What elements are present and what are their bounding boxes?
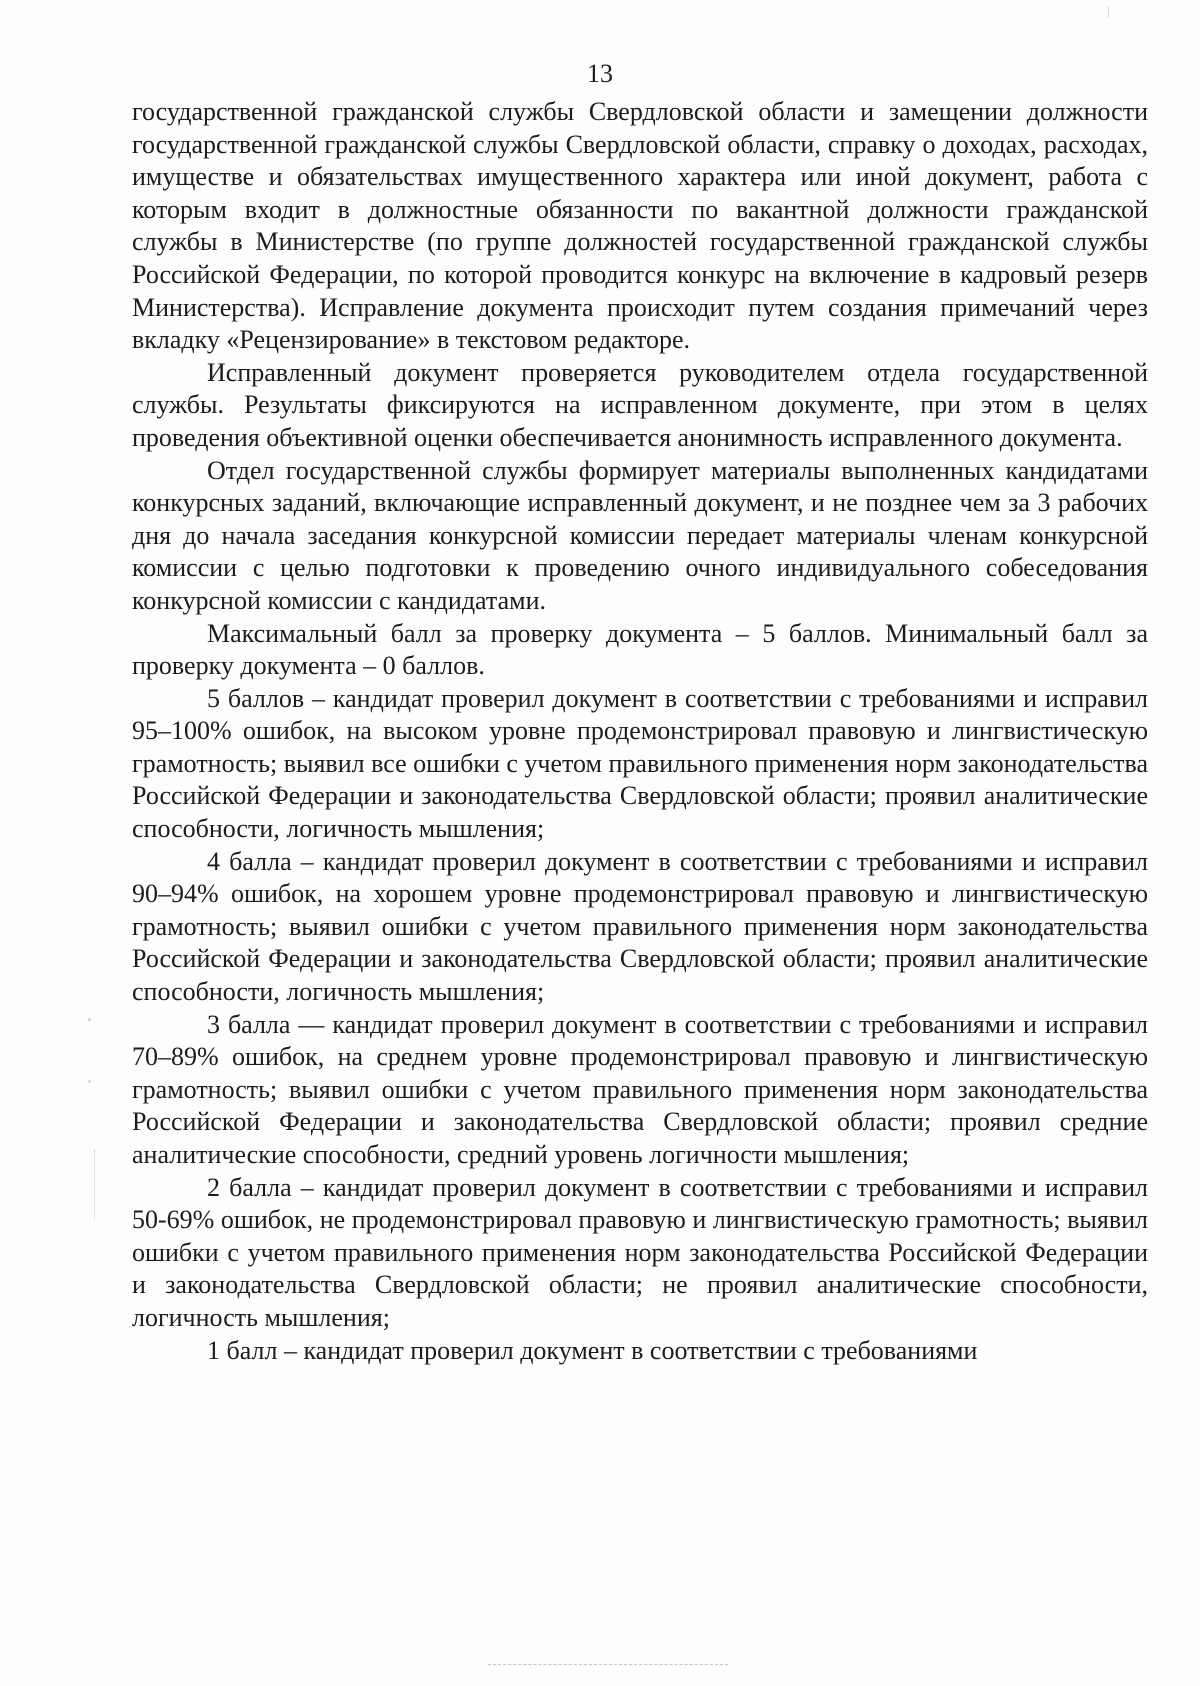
scan-artifact — [94, 1150, 97, 1220]
paragraph-continuation: государственной гражданской службы Свердловской области и замещении должности государственной гражданской службы Свердловской области, справку о доходах, расходах, имуществе и обязательствах имущественного характера или иной документ, работа с которым входит в должностные обязанности по вакантной должности гражданской службы в Министерстве (по группе должностей государственной гражданской службы Российской Федерации, по которой проводится конкурс на включение в кадровый резерв Министерства). Исправление документа происходит путем создания примечаний через вкладку «Рецензирование» в текстовом редакторе. — [132, 97, 1148, 355]
paragraph-score-5: 5 баллов – кандидат проверил документ в соответствии с требованиями и исправил 95–100% ошибок, на высоком уровне продемонстрировал правовую и лингвистическую грамотность; выявил все ошибки с учетом правильного применения норм законодательства Российской Федерации и законодательства Свердловской области; проявил аналитические способности, логичность мышления; — [132, 683, 1148, 844]
paragraph-materials: Отдел государственной службы формирует материалы выполненных кандидатами конкурсных заданий, включающие исправленный документ, и не позднее чем за 3 рабочих дня до начала заседания конкурсной комиссии передает материалы членам конкурсной комиссии с целью подготовки к проведению очного индивидуального собеседования конкурсной комиссии с кандидатами. — [132, 455, 1148, 615]
scan-artifact — [488, 1664, 728, 1665]
paragraph-document-check: Исправленный документ проверяется руководителем отдела государственной службы. Результаты фиксируются на исправленном документе, при этом в целях проведения объективной оценки обеспечивается анонимность исправленного документа. — [132, 357, 1148, 452]
paragraph-score-range: Максимальный балл за проверку документа – 5 баллов. Минимальный балл за проверку документа – 0 баллов. — [132, 618, 1148, 681]
scan-artifact — [1108, 6, 1109, 18]
scan-artifact — [88, 1018, 91, 1021]
page-number: 13 — [587, 59, 613, 88]
paragraph-score-2: 2 балла – кандидат проверил документ в соответствии с требованиями и исправил 50-69% ошибок, не продемонстрировал правовую и лингвистическую грамотность; выявил ошибки с учетом правильного применения норм законодательства Российской Федерации и законодательства Свердловской области; не проявил аналитические способности, логичность мышления; — [132, 1172, 1148, 1332]
paragraph-score-4: 4 балла – кандидат проверил документ в соответствии с требованиями и исправил 90–94% ошибок, на хорошем уровне продемонстрировал правовую и лингвистическую грамотность; выявил ошибки с учетом правильного применения норм законодательства Российской Федерации и законодательства Свердловской области; проявил аналитические способности, логичность мышления; — [132, 846, 1148, 1007]
scan-artifact — [88, 1080, 91, 1083]
document-body — [132, 96, 1148, 1367]
paragraph-score-1: 1 балл – кандидат проверил документ в соответствии с требованиями — [207, 1335, 978, 1365]
paragraph-score-3: 3 балла — кандидат проверил документ в соответствии с требованиями и исправил 70–89% ошибок, на среднем уровне продемонстрировал правовую и лингвистическую грамотность; выявил ошибки с учетом правильного применения норм законодательства Российской Федерации и законодательства Свердловской области; проявил средние аналитические способности, средний уровень логичности мышления; — [132, 1009, 1148, 1169]
